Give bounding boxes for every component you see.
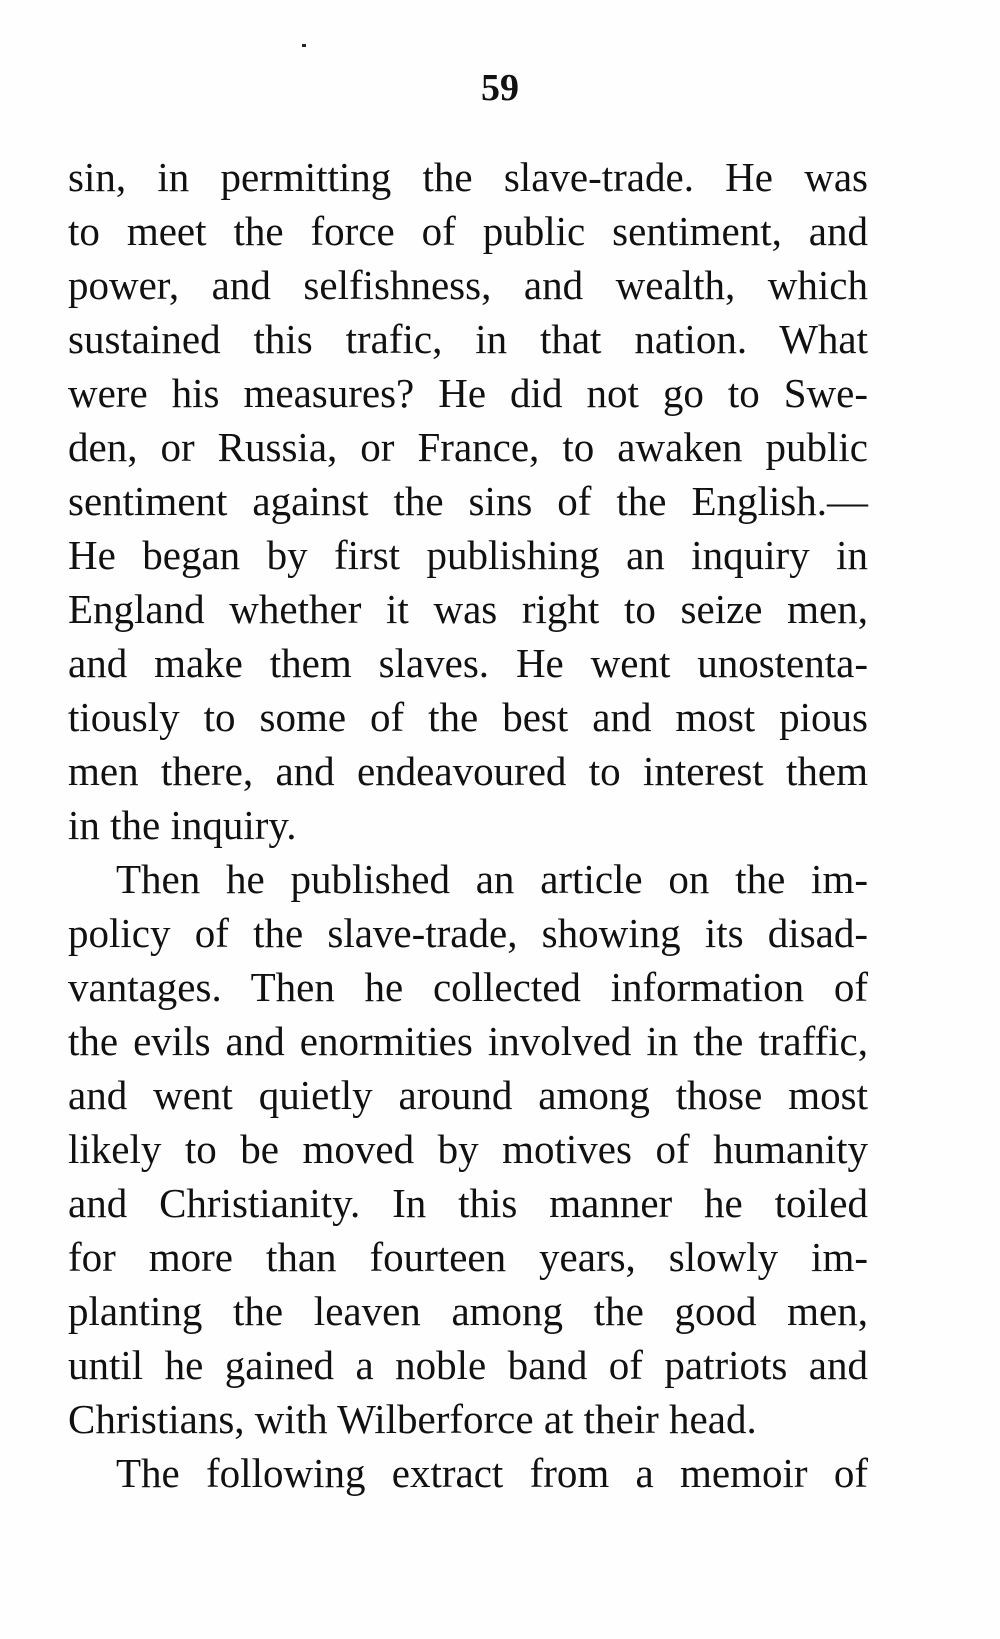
text-line: for more than fourteen years, slowly im- <box>68 1234 868 1280</box>
text-line: den, or Russia, or France, to awaken public <box>68 424 868 470</box>
text-line: tiously to some of the best and most pious <box>68 694 868 740</box>
text-line: were his measures? He did not go to Swe- <box>68 370 868 416</box>
text-line: England whether it was right to seize men, <box>68 586 868 632</box>
text-line: and Christianity. In this manner he toiled <box>68 1180 868 1226</box>
text-line: likely to be moved by motives of humanity <box>68 1126 868 1172</box>
text-line: Christians, with Wilberforce at their head. <box>68 1396 757 1442</box>
page-number: 59 <box>481 67 519 109</box>
text-line: sentiment against the sins of the English.— <box>68 478 868 524</box>
text-line: men there, and endeavoured to interest them <box>68 748 868 794</box>
text-line: vantages. Then he collected information of <box>68 964 868 1010</box>
text-line: power, and selfishness, and wealth, which <box>68 262 868 308</box>
text-line: the evils and enormities involved in the traffic, <box>68 1018 868 1064</box>
text-line: Then he published an article on the im- <box>116 856 868 902</box>
print-mark <box>302 44 306 47</box>
text-line: sustained this trafic, in that nation. What <box>68 316 868 362</box>
text-line: until he gained a noble band of patriots and <box>68 1342 868 1388</box>
text-line: in the inquiry. <box>68 802 297 848</box>
text-line: He began by first publishing an inquiry in <box>68 532 868 578</box>
text-line: and make them slaves. He went unostenta- <box>68 640 868 686</box>
text-line: planting the leaven among the good men, <box>68 1288 868 1334</box>
body-text <box>68 150 868 1500</box>
text-line: and went quietly around among those most <box>68 1072 868 1118</box>
text-line: The following extract from a memoir of <box>116 1450 868 1496</box>
text-line: to meet the force of public sentiment, and <box>68 208 868 254</box>
text-line: sin, in permitting the slave-trade. He was <box>68 154 868 200</box>
text-line: policy of the slave-trade, showing its disad- <box>68 910 868 956</box>
